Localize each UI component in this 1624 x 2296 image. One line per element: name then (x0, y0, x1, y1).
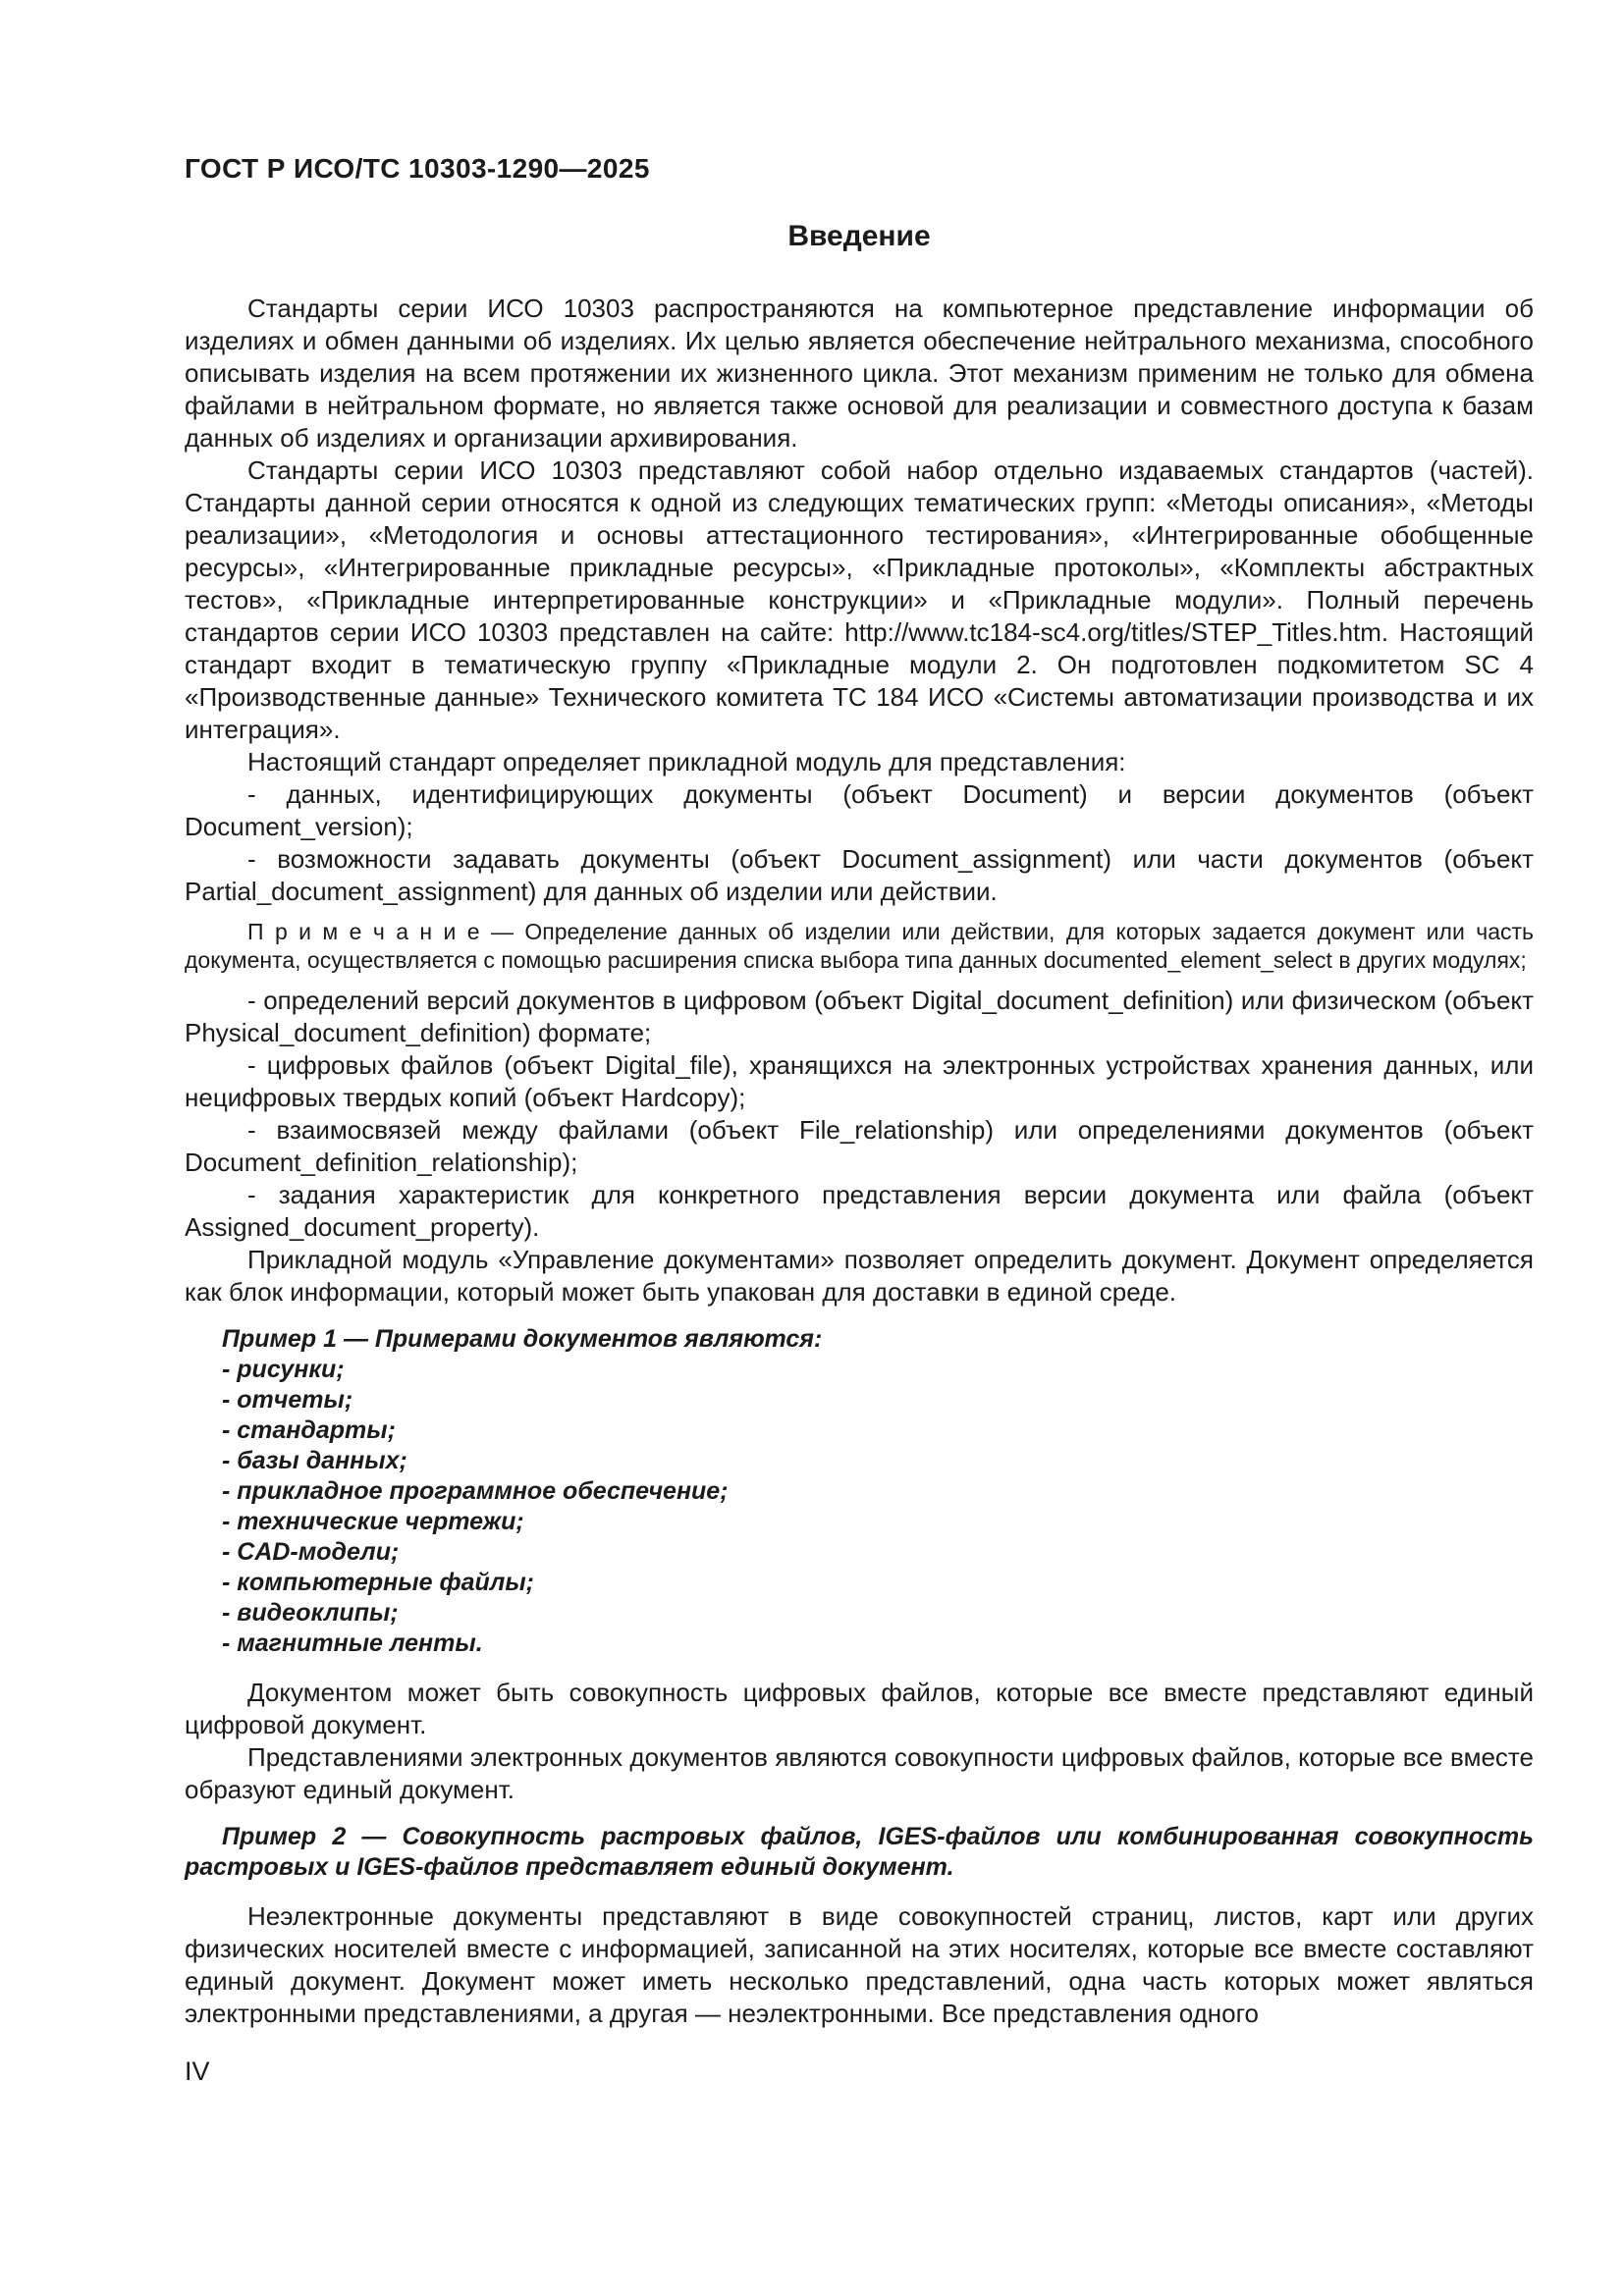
list-item: - возможности задавать документы (объект Document_assignment) или части документов (объект Partial_document_assignment) для данных об изделии или действии. (185, 844, 1534, 906)
example-list-item: - прикладное программное обеспечение; (222, 1477, 729, 1505)
example-list-item: - компьютерные файлы; (222, 1569, 535, 1596)
list-item: - данных, идентифицирующих документы (объект Document) и версии документов (объект Document_version); (185, 779, 1534, 841)
example-list-item: - магнитные ленты. (222, 1629, 483, 1657)
example-2 (185, 1822, 1534, 1883)
example-list-item: - базы данных; (222, 1447, 407, 1474)
example-2-text: Пример 2 — Совокупность растровых файлов, IGES-файлов или комбинированная совокупность растровых и IGES-файлов представляет единый документ. (185, 1823, 1534, 1881)
paragraph-series-scope: Стандарты серии ИСО 10303 распространяются на компьютерное представление информации об изделиях и обмен данными об изделиях. Их целью является обеспечение нейтрального механизма, способного описывать изделия на всем протяжении их жизненного цикла. Этот механизм применим не только для обмена файлами в нейтральном формате, но является также основой для реализации и совместного доступа к базам данных об изделиях и организации архивирования. (185, 294, 1534, 453)
standard-code: ГОСТ Р ИСО/ТС 10303-1290—2025 (185, 153, 650, 184)
list-item: - определений версий документов в цифровом (объект Digital_document_definition) или физическом (объект Physical_document_definition) формате; (185, 986, 1534, 1047)
example-list-item: - отчеты; (222, 1386, 353, 1414)
paragraph-digital-document: Документом может быть совокупность цифровых файлов, которые все вместе представляют единый цифровой документ. (185, 1678, 1534, 1739)
example-list-item: - стандарты; (222, 1416, 396, 1444)
example-list-item: - рисунки; (222, 1356, 345, 1383)
paragraph-electronic-representation: Представлениями электронных документов являются совокупности цифровых файлов, которые все вместе образуют единый документ. (185, 1742, 1534, 1804)
example-1-lead: Пример 1 — Примерами документов являются: (222, 1325, 823, 1353)
list-item: - задания характеристик для конкретного представления версии документа или файла (объект Assigned_document_property). (185, 1180, 1534, 1242)
example-list-item: - технические чертежи; (222, 1508, 524, 1535)
example-list-item: - видеоклипы; (222, 1599, 399, 1627)
example-list-item: - CAD-модели; (222, 1538, 400, 1566)
paragraph-nonelectronic-documents: Неэлектронные документы представляют в виде совокупностей страниц, листов, карт или других физических носителей вместе с информацией, записанной на этих носителях, которые все вместе составляют единый документ. Документ может иметь несколько представлений, одна часть которых может являться электронными представлениями, а другая — неэлектронными. Все представления одного (185, 1901, 1534, 2028)
paragraph-module-purpose: Прикладной модуль «Управление документами» позволяет определить документ. Документ определяется как блок информации, который может быть упакован для доставки в единой среде. (185, 1245, 1534, 1307)
list-item: - взаимосвязей между файлами (объект File_relationship) или определениями документов (объект Document_definition_relationship); (185, 1115, 1534, 1177)
page-number: IV (185, 2056, 210, 2086)
paragraph-module-defines: Настоящий стандарт определяет прикладной модуль для представления: (247, 747, 1126, 776)
list-item: - цифровых файлов (объект Digital_file), хранящихся на электронных устройствах хранения данных, или нецифровых твердых копий (объект Hardcopy); (185, 1050, 1534, 1112)
example-1 (185, 1324, 1534, 1659)
paragraph-series-structure: Стандарты серии ИСО 10303 представляют собой набор отдельно издаваемых стандартов (частей). Стандарты данной серии относятся к одной из следующих тематических групп: «Методы описания», «Методы реализации», «Методология и основы аттестационного тестирования», «Интегрированные обобщенные ресурсы», «Интегрированные прикладные ресурсы», «Прикладные протоколы», «Комплекты абстрактных тестов», «Прикладные интерпретированные конструкции» и «Прикладные модули». Полный перечень стандартов серии ИСО 10303 представлен на сайте: http://www.tc184-sc4.org/titles/STEP_Titles.htm. Настоящий стандарт входит в тематическую группу «Прикладные модули 2. Он подготовлен подкомитетом SC 4 «Производственные данные» Технического комитета ТС 184 ИСО «Системы автоматизации производства и их интеграция». (185, 455, 1534, 744)
page-title: Введение (787, 220, 931, 252)
note-text: П р и м е ч а н и е — Определение данных об изделии или действии, для которых задается документ или часть документа, осуществляется с помощью расширения списка выбора типа данных documented_element_select в других модулях; (185, 919, 1534, 973)
